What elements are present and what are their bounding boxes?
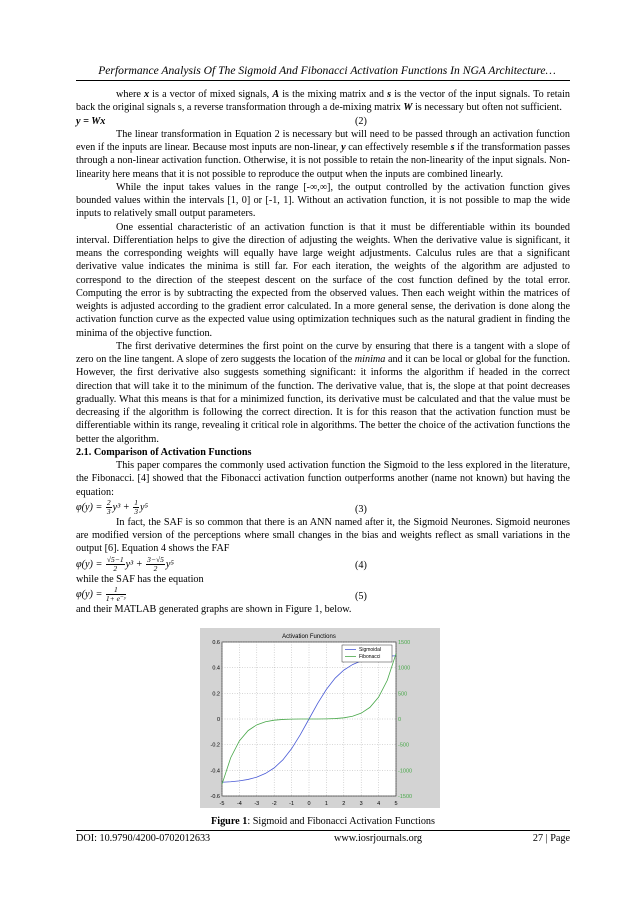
paragraph-1: where x is a vector of mixed signals, A is the mixing matrix and s is the vector of the input signals. To retain back the original signals s, a reverse transformation through a de-mixing matrix W is necessary but often not sufficient. — [76, 89, 570, 114]
y-left-tick-label: 0 — [216, 717, 220, 723]
y-right-tick-label: 1000 — [398, 665, 411, 672]
y-right-tick-label: -1500 — [398, 794, 413, 800]
legend-label-sigmoidal: Sigmoidal — [359, 647, 381, 653]
footer-page-number: 27 | Page — [532, 833, 570, 844]
x-tick-label: 2 — [342, 801, 346, 807]
y-left-tick-label: 0.4 — [212, 665, 220, 672]
x-tick-label: -5 — [219, 801, 225, 807]
paragraph-3: While the input takes values in the range [-∞,∞], the output controlled by the activation function gives bounded values within the intervals [1, 0] or [-1, 1]. Without an activation function, it is not possible to map the wide inputs to relatively small output parameters. — [76, 181, 570, 220]
paragraph-5: The first derivative determines the first point on the curve by ensuring that there is a tangent with a slope of zero on the line tangent. A slope of zero suggests the location of the minima and it can be local or global for the function. However, the first derivative also suggests something significant: it informs the algorithm if headed in the correct direction that will take it to the minimum of the function. The derivative value, that is, the slope at that point decreases gradually. What this means is that for a minimized function, its derivative must be calculated and that the value must be decreasing if the algorithm is following the correct direction. It is for this reason that the activation function must be differentiable within its range, revealing it critical role in algorithms. The better the choice of the activation functions the better the algorithm. — [76, 340, 570, 445]
y-right-tick-label: -500 — [398, 742, 410, 749]
section-heading: 2.1. Comparison of Activation Functions — [76, 446, 252, 458]
x-tick-label: 3 — [359, 801, 363, 807]
paragraph-7: In fact, the SAF is so common that there is an ANN named after it, the Sigmoid Neurones. Sigmoid neurones are modified version of the perceptions where small changes in the bias and weights reflect as small variations in the output [6]. Equation 4 shows the FAF — [76, 516, 570, 555]
y-right-tick-label: 0 — [398, 717, 402, 723]
x-tick-label: -2 — [271, 801, 277, 807]
paragraph-9: and their MATLAB generated graphs are shown in Figure 1, below. — [76, 603, 352, 615]
activation-functions-chart — [200, 628, 440, 808]
footer-website: www.iosrjournals.org — [334, 833, 423, 844]
y-left-tick-label: -0.2 — [210, 742, 220, 749]
equation-2: y = Wx (2) — [76, 115, 367, 127]
body-text — [76, 88, 570, 616]
x-tick-label: 0 — [307, 801, 311, 807]
footer-doi: DOI: 10.9790/4200-0702012633 — [76, 833, 211, 844]
chart-title: Activation Functions — [282, 634, 336, 640]
y-right-tick-label: 500 — [398, 691, 408, 698]
header-rule — [76, 80, 570, 81]
y-left-tick-label: -0.4 — [210, 768, 220, 775]
x-tick-label: 5 — [394, 801, 398, 807]
y-left-tick-label: 0.6 — [212, 640, 220, 646]
x-tick-label: -1 — [289, 801, 295, 807]
y-left-tick-label: 0.2 — [212, 691, 220, 698]
equation-3: φ(y) = $\frac{2}{3}$ y³ + $\frac{1}{3}$ y⁵ (3) — [76, 497, 367, 516]
equation-5: φ(y) = $\frac{1}{\text{1+ e⁻ʸ}}$ (5) — [76, 584, 367, 603]
x-tick-label: -3 — [254, 801, 260, 807]
y-right-tick-label: -1000 — [398, 768, 413, 775]
equation-4: φ(y) = $\frac{√5-1}{2}$ y³ + $\frac{3-√5}{2}$ y⁵ (4) — [76, 554, 367, 573]
footer-rule — [76, 830, 570, 831]
legend-label-fibonacci: Fibonacci — [359, 654, 381, 660]
y-left-tick-label: -0.6 — [210, 794, 220, 800]
x-tick-label: 1 — [324, 801, 328, 807]
x-tick-label: -4 — [236, 801, 242, 807]
paragraph-8: while the SAF has the equation — [76, 573, 204, 585]
paragraph-4: One essential characteristic of an activation function is that it must be differentiable within its bounded interval. Differentiation helps to give the direction of adjusting the weights. When the derivative value is significant, it means the corresponding weights will equally have large weight adjustments. Calculus rules are that a significant derivative value indicates the minima is still far. For each iteration, the weights of the algorithm are adjusted to correspond to the direction of the steepest descent on the surface of the cost function defined by the total error. Computing the error is by subtracting the expected from the observed values. Then each weight within the matrices of weights is adjusted according to the gradient error calculated. In a more general sense, the derivation is done along the activation function curve as the expected value using optimization techniques such as the natural gradient in finding the minima of the objective function. — [76, 221, 570, 339]
y-right-tick-label: 1500 — [398, 640, 411, 646]
x-tick-label: 4 — [377, 801, 381, 807]
figure-caption: Figure 1: Sigmoid and Fibonacci Activation Functions — [211, 816, 435, 827]
paragraph-6: This paper compares the commonly used activation function the Sigmoid to the less explored in the literature, the Fibonacci. [4] showed that the Fibonacci activation function outperforms another (name not known) but having the equation: — [76, 460, 570, 498]
running-title: Performance Analysis Of The Sigmoid And Fibonacci Activation Functions In NGA Architecture… — [98, 64, 556, 77]
paragraph-2: The linear transformation in Equation 2 is necessary but will need to be passed through an activation function even if the inputs are linear. Because most inputs are non-linear, y can effectively resemble s if the transformation passes through a non-linear activation function. Otherwise, it is not possible to retain the non-linearity of the input signals. Non-linearity here means that it is not possible to reproduce the output when the inputs are combined linearly. — [76, 128, 570, 180]
